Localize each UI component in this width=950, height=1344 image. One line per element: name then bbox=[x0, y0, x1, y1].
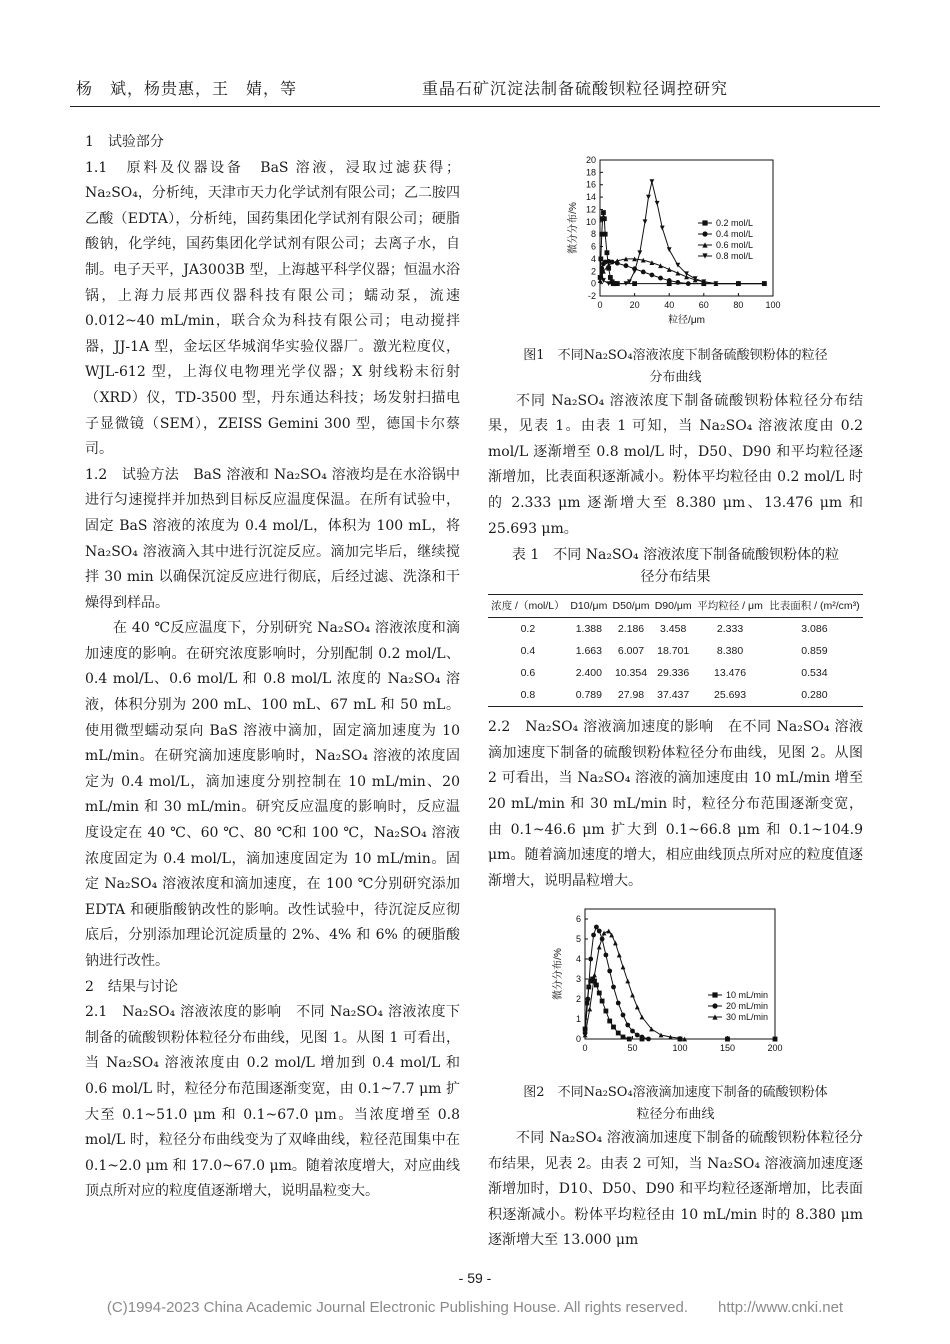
figure-1 bbox=[488, 130, 863, 389]
data-point bbox=[616, 1001, 621, 1006]
table-header-cell: D50/μm bbox=[610, 595, 652, 618]
data-point bbox=[635, 1005, 640, 1010]
data-point bbox=[594, 983, 599, 988]
y-tick-label: 5 bbox=[575, 934, 581, 945]
figure-2-caption-line2: 粒径分布曲线 bbox=[636, 1106, 715, 1122]
legend-marker bbox=[702, 220, 707, 225]
header-rule bbox=[70, 106, 880, 107]
figure-1-caption-line1: 图1 不同Na₂SO₄溶液浓度下制备硫酸钡粉体的粒径 bbox=[523, 347, 828, 363]
data-point bbox=[587, 1007, 592, 1012]
data-point bbox=[630, 1029, 635, 1034]
table-row bbox=[488, 640, 863, 662]
table-1 bbox=[488, 594, 863, 707]
data-point bbox=[621, 1035, 626, 1040]
data-point bbox=[616, 1031, 621, 1036]
data-point bbox=[617, 953, 622, 958]
y-tick-label: 1 bbox=[575, 1014, 581, 1025]
data-point bbox=[635, 1033, 640, 1038]
x-tick-label: 150 bbox=[719, 1043, 736, 1054]
y-tick-label: 6 bbox=[590, 241, 596, 252]
y-tick-label: 2 bbox=[590, 266, 596, 277]
right-column bbox=[488, 130, 863, 1254]
table-cell: 0.2 bbox=[520, 623, 536, 636]
table-cell: 0.280 bbox=[766, 684, 863, 707]
data-point bbox=[597, 991, 602, 996]
x-tick-label: 40 bbox=[664, 300, 675, 310]
data-point bbox=[643, 219, 648, 224]
data-point bbox=[640, 1035, 645, 1040]
figure-1-chart bbox=[488, 130, 863, 335]
data-point bbox=[625, 979, 630, 984]
figure-2-caption-line1: 图2 不同Na₂SO₄溶液滴加速度下制备的硫酸钡粉体 bbox=[523, 1084, 828, 1100]
table-cell: 0.4 bbox=[520, 645, 536, 658]
data-point bbox=[604, 953, 609, 958]
data-point bbox=[605, 250, 610, 255]
y-tick-label: 14 bbox=[585, 192, 596, 203]
y-tick-label: 6 bbox=[575, 914, 581, 925]
y-tick-label: 4 bbox=[590, 253, 596, 264]
y-tick-label: 2 bbox=[575, 994, 581, 1005]
data-point bbox=[675, 280, 680, 285]
data-point bbox=[637, 250, 642, 255]
paragraph: 2.1 Na₂SO₄ 溶液浓度的影响 不同 Na₂SO₄ 溶液浓度下制备的硫酸钡粉体粒径分布曲线，见图 1。从图 1 可看出，当 Na₂SO₄ 溶液浓度由 0.2 mol/L 增加到 0.4 mol/L 和 0.6 mol/L 时，粒径分布范围逐渐变宽，由 0.1~7.7 μm 扩大至 0.1~51.0 μm 和 0.1~67.0 μm。当浓度增至 0.8 mol/L 时，粒径分布曲线变为了双峰曲线，粒径范围集中在 0.1~2.0 μm 和 17.0~67.0 μm。随着浓度增大，对应曲线顶点所对应的粒度值逐渐增大，说明晶粒变大。 bbox=[85, 1004, 460, 1200]
y-tick-label: 8 bbox=[590, 229, 596, 240]
data-point bbox=[591, 933, 596, 938]
data-point bbox=[607, 1019, 612, 1024]
y-tick-label: 10 bbox=[585, 216, 596, 227]
table-header-cell: D10/μm bbox=[568, 595, 610, 618]
page-number: - 59 - bbox=[458, 1270, 492, 1286]
table-cell: 6.007 bbox=[617, 645, 645, 658]
table-cell: 1.388 bbox=[575, 623, 602, 636]
page-header bbox=[70, 66, 880, 106]
data-point bbox=[675, 271, 680, 276]
table-header-cell: 比表面积 / (m²/cm³) bbox=[766, 595, 863, 618]
legend-label: 0.6 mol/L bbox=[716, 240, 754, 250]
data-point bbox=[667, 278, 672, 283]
table-row bbox=[488, 618, 863, 641]
data-point bbox=[602, 216, 607, 221]
y-tick-label: 4 bbox=[575, 954, 581, 965]
data-point bbox=[627, 1037, 632, 1042]
table-cell: 2.400 bbox=[575, 667, 602, 680]
x-tick-label: 0 bbox=[582, 1043, 588, 1054]
table-cell: 10.354 bbox=[614, 667, 648, 680]
table-cell: 0.534 bbox=[801, 667, 828, 680]
data-point bbox=[660, 226, 665, 231]
data-point bbox=[658, 263, 663, 268]
table-cell: 0.859 bbox=[801, 645, 828, 658]
legend-label: 20 mL/min bbox=[726, 1001, 769, 1012]
data-point bbox=[624, 263, 629, 268]
data-point bbox=[632, 269, 637, 274]
data-point bbox=[611, 985, 616, 990]
data-point bbox=[613, 941, 618, 946]
figure-1-caption bbox=[488, 345, 863, 389]
data-point bbox=[611, 1025, 616, 1030]
data-point bbox=[608, 275, 613, 280]
data-point bbox=[686, 281, 691, 286]
table-cell: 2.186 bbox=[617, 623, 645, 636]
data-point bbox=[667, 247, 672, 252]
data-point bbox=[597, 929, 602, 934]
data-point bbox=[650, 179, 655, 184]
x-tick-label: 200 bbox=[767, 1043, 783, 1054]
table-cell: 0.6 bbox=[520, 667, 536, 680]
data-point bbox=[640, 1015, 645, 1020]
table-cell: 2.333 bbox=[716, 623, 744, 636]
paragraph: 在 40 ℃反应温度下，分别研究 Na₂SO₄ 溶液浓度和滴加速度的影响。在研究浓度影响时，分别配制 0.2 mol/L、0.4 mol/L、0.6 mol/L 和 0.8 mol/L 浓度的 Na₂SO₄ 溶液，体积分别为 200 mL、100 mL、67 mL 和 50 mL。使用微型蠕动泵向 BaS 溶液中滴加，固定滴加速度为 10 mL/min。在研究滴加速度影响时，Na₂SO₄ 溶液的浓度固定为 0.4 mol/L，滴加速度分别控制在 10 mL/min、20 mL/min 和 30 mL/min。研究反应温度的影响时，反应温度设定在 40 ℃、60 ℃、80 ℃和 100 ℃，Na₂SO₄ 溶液浓度固定为 0.4 mol/L，滴加速度固定为 10 mL/min。固定 Na₂SO₄ 溶液浓度和滴加速度，在 100 ℃分别研究添加 EDTA 和硬脂酸钠改性的影响。改性试验中，待沉淀反应彻底后，分别添加理论沉淀质量的 2%、4% 和 6% 的硬脂酸钠进行改性。 bbox=[85, 620, 460, 969]
table-1-title bbox=[488, 544, 863, 588]
paragraph: 不同 Na₂SO₄ 溶液浓度下制备硫酸钡粉体粒径分布结果，见表 1。由表 1 可知，当 Na₂SO₄ 溶液浓度由 0.2 mol/L 逐渐增至 0.8 mol/L 时，D50、D90 和平均粒径逐渐增加，比表面积逐渐减小。粉体平均粒径由 0.2 mol/L 时的 2.333 μm 逐渐增大至 8.380 μm、13.476 μm 和 25.693 μm。 bbox=[488, 392, 863, 537]
data-point bbox=[604, 1009, 609, 1014]
paragraph: 1.2 试验方法 BaS 溶液和 Na₂SO₄ 溶液均是在水浴锅中进行匀速搅拌并加热到目标反应温度保温。在所有试验中，固定 BaS 溶液的浓度为 0.4 mol/L，体积为 100 mL，将 Na₂SO₄ 溶液滴入其中进行沉淀反应。滴加完毕后，继续搅拌 30 min 以确保沉淀反应进行彻底，后经过滤、洗涤和干燥得到样品。 bbox=[85, 466, 460, 611]
data-point bbox=[607, 969, 612, 974]
data-point bbox=[603, 232, 608, 237]
legend-label: 10 mL/min bbox=[726, 990, 769, 1001]
y-axis-label: 微分分布/% bbox=[553, 948, 564, 1001]
table-cell: 27.98 bbox=[610, 684, 652, 707]
section-heading: 2 结果与讨论 bbox=[85, 978, 178, 995]
copyright-footer: (C)1994-2023 China Academic Journal Electronic Publishing House. All rights reserved. http://www.cnki.net bbox=[106, 1299, 844, 1316]
figure-2-chart bbox=[488, 894, 863, 1072]
table-cell: 18.701 bbox=[657, 645, 690, 658]
legend-marker bbox=[702, 231, 707, 236]
x-axis-label: 粒径/μm bbox=[668, 315, 705, 326]
table-cell: 37.437 bbox=[652, 684, 694, 707]
y-tick-label: 16 bbox=[585, 179, 596, 190]
data-point bbox=[601, 210, 606, 215]
y-tick-label: 0 bbox=[575, 1034, 581, 1045]
table-cell: 1.663 bbox=[575, 645, 602, 658]
data-point bbox=[632, 281, 637, 286]
x-tick-label: 100 bbox=[765, 300, 781, 310]
data-point bbox=[667, 267, 672, 272]
legend-label: 0.4 mol/L bbox=[716, 229, 754, 239]
legend-marker bbox=[712, 993, 717, 998]
table-row bbox=[488, 684, 863, 707]
x-tick-label: 50 bbox=[627, 1043, 638, 1054]
y-tick-label: 3 bbox=[575, 974, 581, 985]
data-point bbox=[641, 269, 646, 274]
y-tick-label: 20 bbox=[585, 155, 596, 165]
table-cell: 3.458 bbox=[660, 623, 687, 636]
table-header-cell: 平均粒径 / μm bbox=[694, 595, 766, 618]
table-cell: 25.693 bbox=[694, 684, 766, 707]
data-point bbox=[655, 201, 660, 206]
x-tick-label: 60 bbox=[698, 300, 709, 310]
paragraph: 2.2 Na₂SO₄ 溶液滴加速度的影响 在不同 Na₂SO₄ 溶液滴加速度下制备的硫酸钡粉体粒径分布曲线，见图 2。从图 2 可看出，当 Na₂SO₄ 溶液的滴加速度由 10 mL/min 增至 20 mL/min 和 30 mL/min 时，粒径分布范围逐渐变宽，由 0.1~46.6 μm 扩大到 0.1~66.8 μm 和 0.1~104.9 μm。随着滴加速度的增大，相应曲线顶点所对应的粒度值逐渐增大，说明晶粒增大。 bbox=[488, 719, 863, 889]
table-header-cell: D90/μm bbox=[652, 595, 694, 618]
data-point bbox=[600, 999, 605, 1004]
figure-2-caption bbox=[488, 1082, 863, 1126]
y-axis-label: 微分分布/% bbox=[568, 202, 579, 254]
x-tick-label: 80 bbox=[733, 300, 744, 310]
table-cell: 0.789 bbox=[568, 684, 610, 707]
legend-label: 30 mL/min bbox=[726, 1012, 769, 1023]
table-cell: 3.086 bbox=[801, 623, 828, 636]
y-tick-label: 18 bbox=[585, 167, 596, 178]
table-1-title-line1: 表 1 不同 Na₂SO₄ 溶液浓度下制备硫酸钡粉体的粒 bbox=[511, 547, 840, 564]
series-line bbox=[600, 259, 764, 284]
y-tick-label: 12 bbox=[585, 204, 596, 215]
data-point bbox=[658, 276, 663, 281]
data-point bbox=[606, 929, 611, 934]
data-point bbox=[646, 1037, 651, 1042]
section-heading: 1 试验部分 bbox=[85, 134, 164, 150]
table-header-row bbox=[488, 595, 863, 618]
x-tick-label: 100 bbox=[672, 1043, 688, 1054]
header-authors: 杨 斌，杨贵惠，王 婧，等 bbox=[76, 79, 298, 98]
data-point bbox=[594, 925, 599, 930]
header-title: 重晶石矿沉淀法制备硫酸钡粒径调控研究 bbox=[422, 79, 729, 98]
x-tick-label: 0 bbox=[597, 300, 603, 310]
y-tick-label: -2 bbox=[587, 291, 596, 301]
y-tick-label: 0 bbox=[590, 278, 596, 289]
paragraph: 1.1 原料及仪器设备 BaS 溶液，浸取过滤获得；Na₂SO₄，分析纯，天津市天力化学试剂有限公司；乙二胺四乙酸（EDTA），分析纯，国药集团化学试剂有限公司；硬脂酸钠，化学纯，国药集团化学试剂有限公司；去离子水，自制。电子天平，JA3003B 型，上海越平科学仪器；恒温水浴锅，上海力辰邦西仪器科技有限公司；蠕动泵，流速 0.012~40 mL/min，联合众为科技有限公司；电动搅拌器，JJ-1A 型，金坛区华城润华实验仪器厂。激光粒度仪，WJL-612 型，上海仪电物理光学仪器；X 射线粉末衍射（XRD）仪，TD-3500 型，丹东通达科技；场发射扫描电子显微镜（SEM），ZEISS Gemini 300 型，德国卡尔蔡司。 bbox=[85, 159, 460, 458]
data-point bbox=[621, 965, 626, 970]
table-cell: 8.380 bbox=[716, 645, 744, 658]
paragraph: 不同 Na₂SO₄ 溶液滴加速度下制备的硫酸钡粉体粒径分布结果，见表 2。由表 2 可知，当 Na₂SO₄ 溶液滴加速度逐渐增加时，D10、D50、D90 和平均粒径逐渐增加，比表面积逐渐减小。粉体平均粒径由 10 mL/min 时的 8.380 μm 逐渐增大至 13.000 μm bbox=[488, 1129, 863, 1249]
figure-1-caption-line2: 分布曲线 bbox=[649, 369, 702, 385]
data-point bbox=[592, 973, 597, 978]
table-cell: 13.476 bbox=[713, 667, 747, 680]
legend-label: 0.8 mol/L bbox=[716, 251, 754, 261]
legend-label: 0.2 mol/L bbox=[716, 218, 754, 228]
data-point bbox=[588, 957, 593, 962]
table-1-title-line2: 径分布结果 bbox=[640, 569, 711, 586]
series-line bbox=[585, 927, 775, 1039]
data-point bbox=[646, 195, 651, 200]
data-point bbox=[684, 271, 689, 276]
table-row bbox=[488, 662, 863, 684]
table-cell: 0.8 bbox=[488, 684, 568, 707]
data-point bbox=[650, 273, 655, 278]
left-column bbox=[85, 130, 460, 1205]
data-point bbox=[597, 945, 602, 950]
data-point bbox=[621, 1013, 626, 1018]
x-tick-label: 20 bbox=[629, 300, 640, 310]
figure-2 bbox=[488, 894, 863, 1126]
legend-marker bbox=[712, 1004, 717, 1009]
data-point bbox=[585, 997, 590, 1002]
data-point bbox=[625, 1023, 630, 1028]
data-point bbox=[630, 993, 635, 998]
table-header-cell: 浓度 /（mol/L） bbox=[488, 595, 568, 618]
data-point bbox=[602, 931, 607, 936]
table-cell: 29.336 bbox=[657, 667, 690, 680]
data-point bbox=[598, 257, 603, 262]
